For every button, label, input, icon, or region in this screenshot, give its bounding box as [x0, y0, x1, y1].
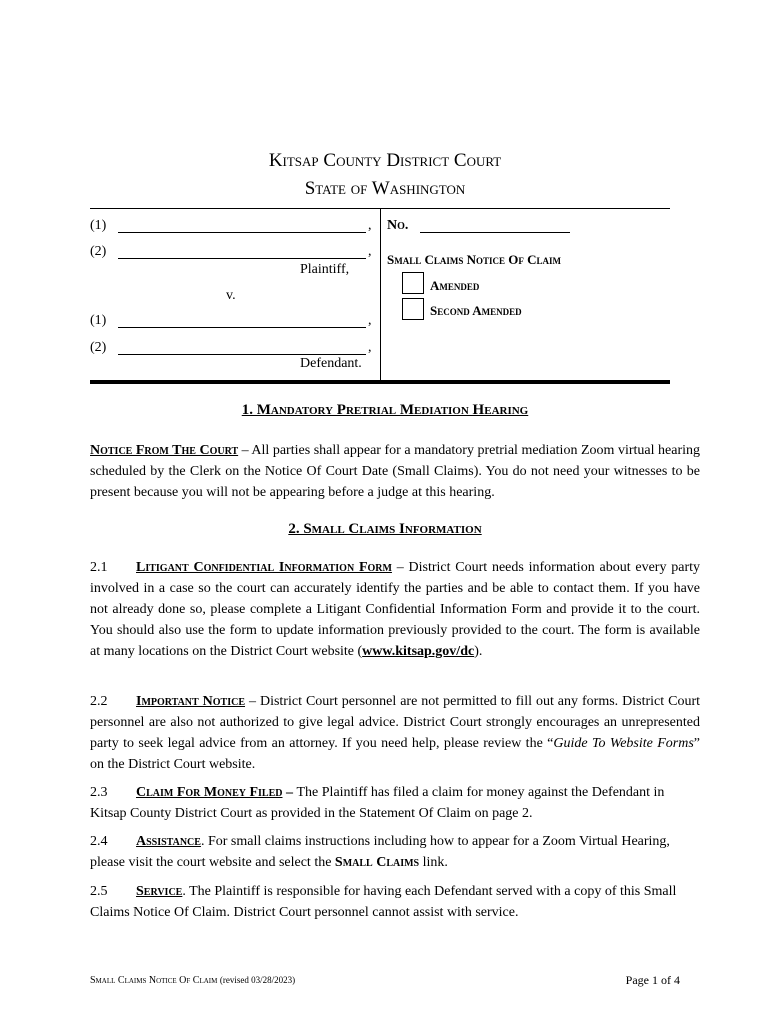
- item-2-4-lead: Assistance: [136, 834, 201, 849]
- case-number-field[interactable]: [420, 232, 570, 233]
- page-number: Page 1 of 4: [625, 973, 680, 987]
- plaintiff-2-field[interactable]: [118, 258, 366, 259]
- website-link[interactable]: www.kitsap.gov/dc: [362, 644, 475, 659]
- footer-form-name: Small Claims Notice Of Claim (revised 03/28/2023): [90, 975, 296, 986]
- plaintiff-1-field[interactable]: [118, 232, 366, 233]
- section-2-heading: 2. Small Claims Information: [288, 521, 482, 537]
- caption-divider: [380, 209, 381, 380]
- item-2-2: 2.2 Important Notice – District Court personnel are not permitted to fill out any forms. District Court personnel are also not authorized to give legal advice. District Court strongly encourages an unrepresented party to seek legal advice from an attorney. If you need help, please review the “Guide To Website Forms” on the District Court website.: [90, 694, 701, 772]
- item-2-1: 2.1 Litigant Confidential Information Form – District Court needs information about every party involved in a case so the court can accurately identify the parties and be able to contact them. If you have not already done so, please complete a Litigant Confidential Information Form and provide it to the court. You should also use the form to update information previously provided to the court. The form is available at many locations on the District Court website (www.kitsap.gov/dc).: [90, 560, 700, 659]
- notice-lead: Notice From The Court: [90, 443, 239, 458]
- plaintiff-1-label: (1): [90, 218, 107, 233]
- second-amended-label: Second Amended: [430, 303, 522, 318]
- case-number-label: No.: [387, 218, 409, 233]
- small-claims-link-name: Small Claims: [334, 855, 420, 870]
- form-title: Small Claims Notice Of Claim: [387, 252, 562, 267]
- defendant-2-label: (2): [90, 340, 107, 355]
- item-2-3-lead: Claim For Money Filed: [136, 785, 283, 800]
- notice-text: – All parties shall appear for a mandatory pretrial mediation Zoom virtual hearing scheduled by the Clerk on the Notice Of Court Date (Small Claims). You do not need your witnesses to be present because you will not be appearing before a judge at this hearing.: [90, 443, 701, 500]
- item-2-4: 2.4 Assistance. For small claims instructions including how to appear for a Zoom Virtual Hearing, please visit the court website and select the Small Claims link.: [90, 834, 670, 870]
- amended-label: Amended: [430, 278, 480, 293]
- item-2-5: 2.5 Service. The Plaintiff is responsible for having each Defendant served with a copy of this Small Claims Notice Of Claim. District Court personnel cannot assist with service.: [90, 884, 677, 920]
- defendant-2-field[interactable]: [118, 354, 366, 355]
- amended-checkbox[interactable]: [402, 272, 424, 294]
- item-2-2-lead: Important Notice: [136, 694, 246, 709]
- item-2-1-lead: Litigant Confidential Information Form: [136, 560, 392, 575]
- defendant-1-field[interactable]: [118, 327, 366, 328]
- item-2-5-lead: Service: [136, 884, 183, 899]
- court-name: Kitsap County District Court: [268, 150, 502, 171]
- plaintiff-2-comma: ,: [368, 244, 372, 259]
- defendant-1-comma: ,: [368, 313, 372, 328]
- plaintiff-role: Plaintiff,: [300, 262, 350, 277]
- guide-title: Guide To Website Forms: [553, 736, 694, 751]
- defendant-1-label: (1): [90, 313, 107, 328]
- item-2-3: 2.3 Claim For Money Filed – The Plaintiff has filed a claim for money against the Defendant in Kitsap County District Court as provided in the Statement Of Claim on page 2.: [90, 785, 665, 821]
- state-name: State of Washington: [304, 178, 466, 199]
- plaintiff-2-label: (2): [90, 244, 107, 259]
- second-amended-checkbox[interactable]: [402, 298, 424, 320]
- defendant-2-comma: ,: [368, 340, 372, 355]
- section-1-heading: 1. Mandatory Pretrial Mediation Hearing: [241, 402, 529, 418]
- defendant-role: Defendant.: [300, 356, 362, 371]
- versus: v.: [226, 288, 236, 303]
- section-1-notice: [90, 440, 700, 503]
- bottom-rule: [90, 380, 670, 384]
- plaintiff-1-comma: ,: [368, 218, 372, 233]
